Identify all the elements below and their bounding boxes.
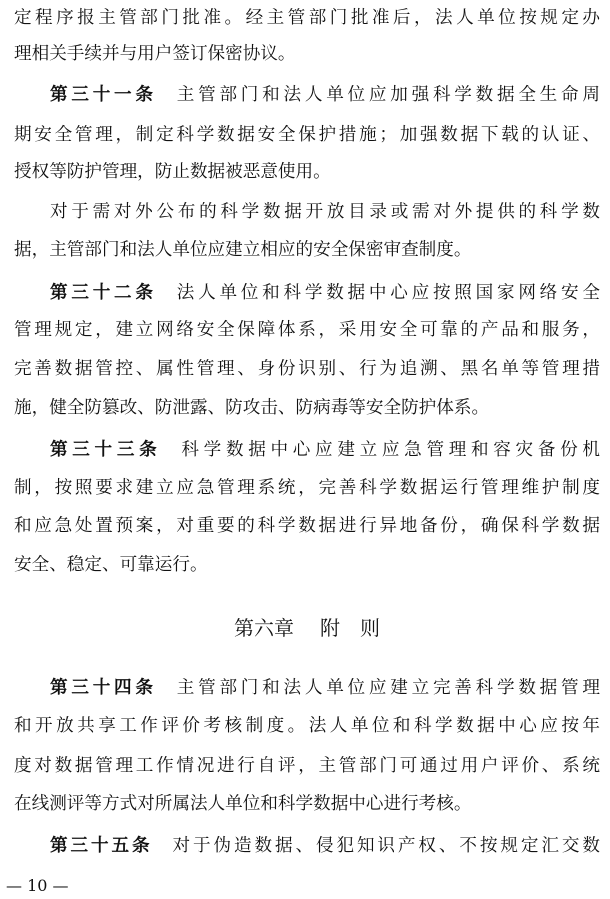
article-34-first-line — [14, 676, 600, 700]
text-line: 在线测评等方式对所属法人单位和科学数据中心进行考核。 — [14, 794, 472, 814]
chapter-heading — [14, 614, 600, 642]
text-line: 和开放共享工作评价考核制度。法人单位和科学数据中心应按年 — [14, 716, 600, 736]
article-35-first-line — [14, 834, 600, 858]
page-number: — 10 — — [6, 876, 69, 895]
chapter-number: 第六章 — [234, 616, 294, 640]
text-line: 期安全管理，制定科学数据安全保护措施；加强数据下载的认证、 — [14, 125, 600, 145]
article-31-first-line — [14, 83, 600, 107]
text-line: 定程序报主管部门批准。经主管部门批准后，法人单位按规定办 — [14, 8, 600, 28]
article-number: 第三十五条 — [50, 836, 153, 856]
text-line: 主管部门和法人单位应建立完善科学数据管理 — [176, 678, 600, 698]
text-line: 对于伪造数据、侵犯知识产权、不按规定汇交数 — [172, 836, 600, 856]
text-line: 理相关手续并与用户签订保密协议。 — [14, 44, 296, 64]
article-number: 第三十一条 — [50, 85, 157, 105]
article-32-first-line — [14, 281, 600, 305]
text-line: 科学数据中心应建立应急管理和容灾备份机 — [181, 440, 600, 460]
text-line: 施，健全防篡改、防泄露、防攻击、防病毒等安全防护体系。 — [14, 398, 490, 418]
text-line: 主管部门和法人单位应加强科学数据全生命周 — [176, 85, 600, 105]
text-line: 完善数据管控、属性管理、身份识别、行为追溯、黑名单等管理措 — [14, 359, 600, 379]
article-number: 第三十三条 — [50, 440, 162, 460]
text-line: 管理规定，建立网络安全保障体系，采用安全可靠的产品和服务， — [14, 320, 600, 340]
text-line: 授权等防护管理，防止数据被恶意使用。 — [14, 162, 331, 182]
article-number: 第三十二条 — [50, 283, 157, 303]
text-line: 安全、稳定、可靠运行。 — [14, 555, 208, 575]
article-33-first-line — [14, 438, 600, 462]
text-line: 和应急处置预案，对重要的科学数据进行异地备份，确保科学数据 — [14, 516, 600, 536]
article-number: 第三十四条 — [50, 678, 157, 698]
text-line: 法人单位和科学数据中心应按照国家网络安全 — [176, 283, 600, 303]
chapter-title: 附 则 — [320, 616, 380, 640]
text-line: 度对数据管理工作情况进行自评，主管部门可通过用户评价、系统 — [14, 756, 600, 776]
text-line: 制，按照要求建立应急管理系统，完善科学数据运行管理维护制度 — [14, 478, 600, 498]
text-line: 据，主管部门和法人单位应建立相应的安全保密审查制度。 — [14, 240, 472, 260]
text-line: 对于需对外公布的科学数据开放目录或需对外提供的科学数 — [50, 202, 600, 222]
